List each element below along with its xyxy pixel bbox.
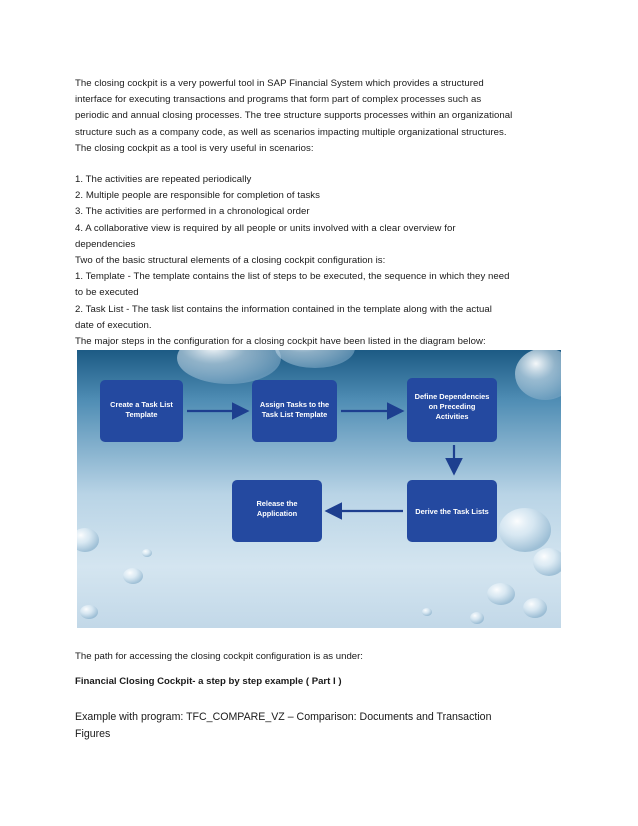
- box-label: Activities: [435, 412, 469, 421]
- list-item: 3. The activities are performed in a chronological order: [75, 206, 310, 218]
- list-item: dependencies: [75, 238, 136, 250]
- diagram-box-assign-tasks: [252, 380, 337, 442]
- box-label: Application: [256, 509, 298, 518]
- list-item: 2. Multiple people are responsible for completion of tasks: [75, 190, 321, 202]
- list-item: The major steps in the configuration for a closing cockpit have been listed in the diagram below:: [75, 336, 486, 348]
- diagram-box-create-template: [100, 380, 183, 442]
- droplet: [499, 508, 551, 552]
- list-item: 1. Template - The template contains the list of steps to be executed, the sequence in which they need: [75, 271, 510, 283]
- droplet: [487, 583, 515, 605]
- droplet: [275, 350, 355, 368]
- droplet: [177, 350, 281, 384]
- box-label: Derive the Task Lists: [415, 507, 489, 516]
- intro-paragraph: [75, 76, 570, 157]
- box-label: on Preceding: [428, 402, 476, 411]
- droplet: [523, 598, 547, 618]
- intro-line: periodic and annual closing processes. The tree structure supports processes within an organizational: [75, 110, 513, 122]
- process-diagram: [77, 350, 561, 628]
- box-label: Define Dependencies: [414, 392, 490, 401]
- example-line: Example with program: TFC_COMPARE_VZ – Comparison: Documents and Transaction: [75, 711, 492, 723]
- droplet: [80, 605, 98, 619]
- box-label: Template: [125, 410, 158, 419]
- list-item: 1. The activities are repeated periodically: [75, 174, 252, 185]
- droplet: [77, 528, 99, 552]
- path-paragraph: The path for accessing the closing cockpit configuration is as under:: [75, 651, 363, 662]
- droplet: [123, 568, 143, 584]
- list-item: 4. A collaborative view is required by all people or units involved with a clear overview for: [75, 222, 456, 234]
- droplet: [470, 612, 484, 624]
- intro-line: The closing cockpit as a tool is very useful in scenarios:: [75, 142, 314, 154]
- section-title: Financial Closing Cockpit- a step by step example ( Part I ): [75, 676, 342, 687]
- example-line: Figures: [75, 728, 111, 740]
- droplet: [515, 350, 561, 400]
- box-label: Task List Template: [261, 410, 328, 419]
- box-label: Create a Task List: [110, 400, 173, 409]
- diagram-box-define-dependencies: [407, 378, 497, 442]
- intro-line: The closing cockpit is a very powerful tool in SAP Financial System which provides a structured: [75, 78, 484, 89]
- intro-line: structure such as a company code, as well as scenarios impacting multiple organizational structures.: [75, 126, 507, 138]
- diagram-canvas: [77, 350, 561, 628]
- droplet: [422, 608, 432, 616]
- list-item: date of execution.: [75, 319, 152, 331]
- box-label: Assign Tasks to the: [259, 400, 330, 409]
- droplet: [533, 548, 561, 576]
- example-paragraph: [75, 709, 555, 743]
- diagram-box-derive-task-lists: [407, 480, 497, 542]
- box-label: Release the: [256, 499, 298, 508]
- droplet: [142, 549, 152, 557]
- list-item: 2. Task List - The task list contains the information contained in the template along with the actual: [75, 303, 492, 315]
- list-item: to be executed: [75, 287, 139, 299]
- scenario-list: [75, 172, 570, 350]
- list-item: Two of the basic structural elements of a closing cockpit configuration is:: [75, 255, 386, 267]
- diagram-box-release-application: [232, 480, 322, 542]
- intro-line: interface for executing transactions and programs that form part of complex processes such as: [75, 94, 482, 106]
